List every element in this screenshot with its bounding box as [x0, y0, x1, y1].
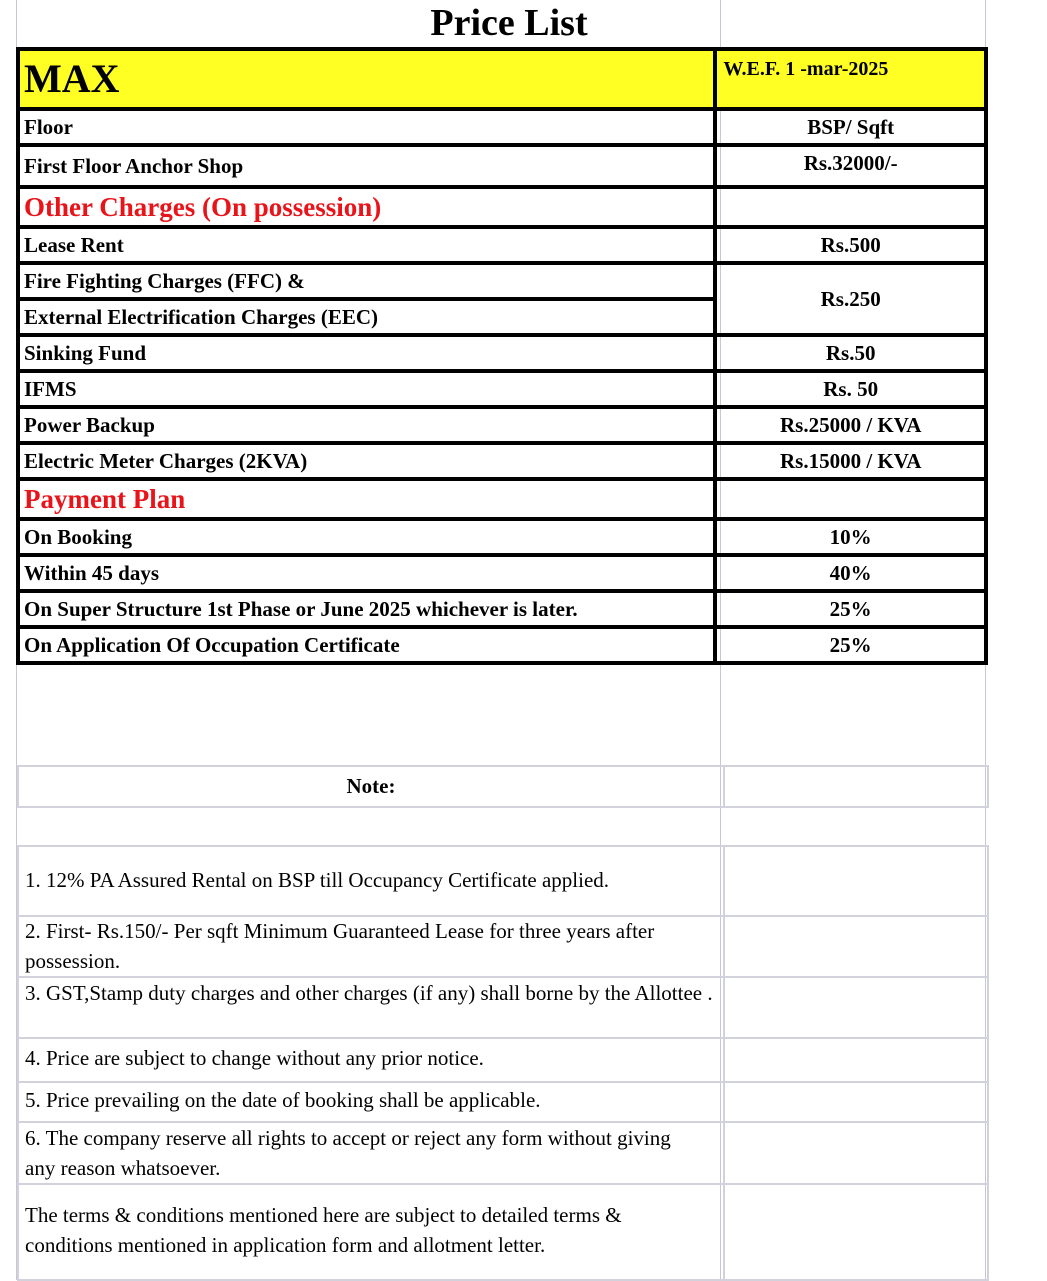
row-label: Power Backup [18, 407, 715, 443]
floor-header: Floor [18, 109, 715, 145]
row-label: First Floor Anchor Shop [18, 145, 715, 187]
term-item: The terms & conditions mentioned here are subject to detailed terms & conditions mentioned in application form and allotment letter. [25, 1203, 622, 1257]
table-row [18, 263, 986, 299]
column-header-row [18, 109, 986, 145]
row-label: External Electrification Charges (EEC) [18, 299, 715, 335]
note-box [17, 765, 989, 808]
other-charges-heading: Other Charges (On possession) [18, 187, 715, 227]
table-row [18, 555, 986, 591]
divider [19, 1183, 987, 1185]
table-row [18, 519, 986, 555]
row-value: 40% [715, 555, 986, 591]
row-label: Within 45 days [18, 555, 715, 591]
row-label: On Super Structure 1st Phase or June 2025 whichever is later. [18, 591, 715, 627]
row-value: Rs. 50 [715, 371, 986, 407]
note-label: Note: [346, 774, 396, 798]
row-value: Rs.50 [715, 335, 986, 371]
terms-box [17, 845, 989, 1281]
row-value: Rs.250 [715, 263, 986, 335]
row-label: On Booking [18, 519, 715, 555]
payment-plan-heading: Payment Plan [18, 479, 715, 519]
divider [19, 1037, 987, 1039]
project-name: MAX [18, 49, 715, 109]
divider [19, 1081, 987, 1083]
table-row [18, 145, 986, 187]
row-value: Rs.25000 / KVA [715, 407, 986, 443]
page-title: Price List [430, 2, 588, 44]
wef-date: W.E.F. 1 -mar-2025 [715, 49, 986, 109]
section-heading-row [18, 479, 986, 519]
table-row [18, 407, 986, 443]
bsp-header: BSP/ Sqft [715, 109, 986, 145]
row-label: Fire Fighting Charges (FFC) & [18, 263, 715, 299]
table-row [18, 227, 986, 263]
table-row [18, 371, 986, 407]
row-label: Lease Rent [18, 227, 715, 263]
term-item: 1. 12% PA Assured Rental on BSP till Occupancy Certificate applied. [25, 868, 610, 892]
table-row [18, 443, 986, 479]
divider [723, 767, 725, 806]
term-item: 6. The company reserve all rights to accept or reject any form without giving any reason whatsoever. [25, 1126, 671, 1180]
empty-cell [715, 479, 986, 519]
table-row [18, 627, 986, 663]
table-row [18, 335, 986, 371]
row-value: 25% [715, 627, 986, 663]
row-value: 25% [715, 591, 986, 627]
row-label: Sinking Fund [18, 335, 715, 371]
project-row [18, 49, 986, 109]
term-item: 3. GST,Stamp duty charges and other charges (if any) shall borne by the Allottee . [25, 981, 713, 1005]
empty-cell [715, 187, 986, 227]
term-item: 5. Price prevailing on the date of booking shall be applicable. [25, 1088, 541, 1112]
row-label: Electric Meter Charges (2KVA) [18, 443, 715, 479]
row-value: Rs.500 [715, 227, 986, 263]
row-value: Rs.15000 / KVA [715, 443, 986, 479]
table-row [18, 591, 986, 627]
term-item: 4. Price are subject to change without any prior notice. [25, 1046, 484, 1070]
row-label: On Application Of Occupation Certificate [18, 627, 715, 663]
page-title-cell [0, 0, 1030, 48]
price-table [16, 47, 988, 665]
row-value: 10% [715, 519, 986, 555]
row-label: IFMS [18, 371, 715, 407]
term-item: 2. First- Rs.150/- Per sqft Minimum Guaranteed Lease for three years after possession. [25, 919, 655, 973]
section-heading-row [18, 187, 986, 227]
row-value: Rs.32000/- [715, 145, 986, 187]
